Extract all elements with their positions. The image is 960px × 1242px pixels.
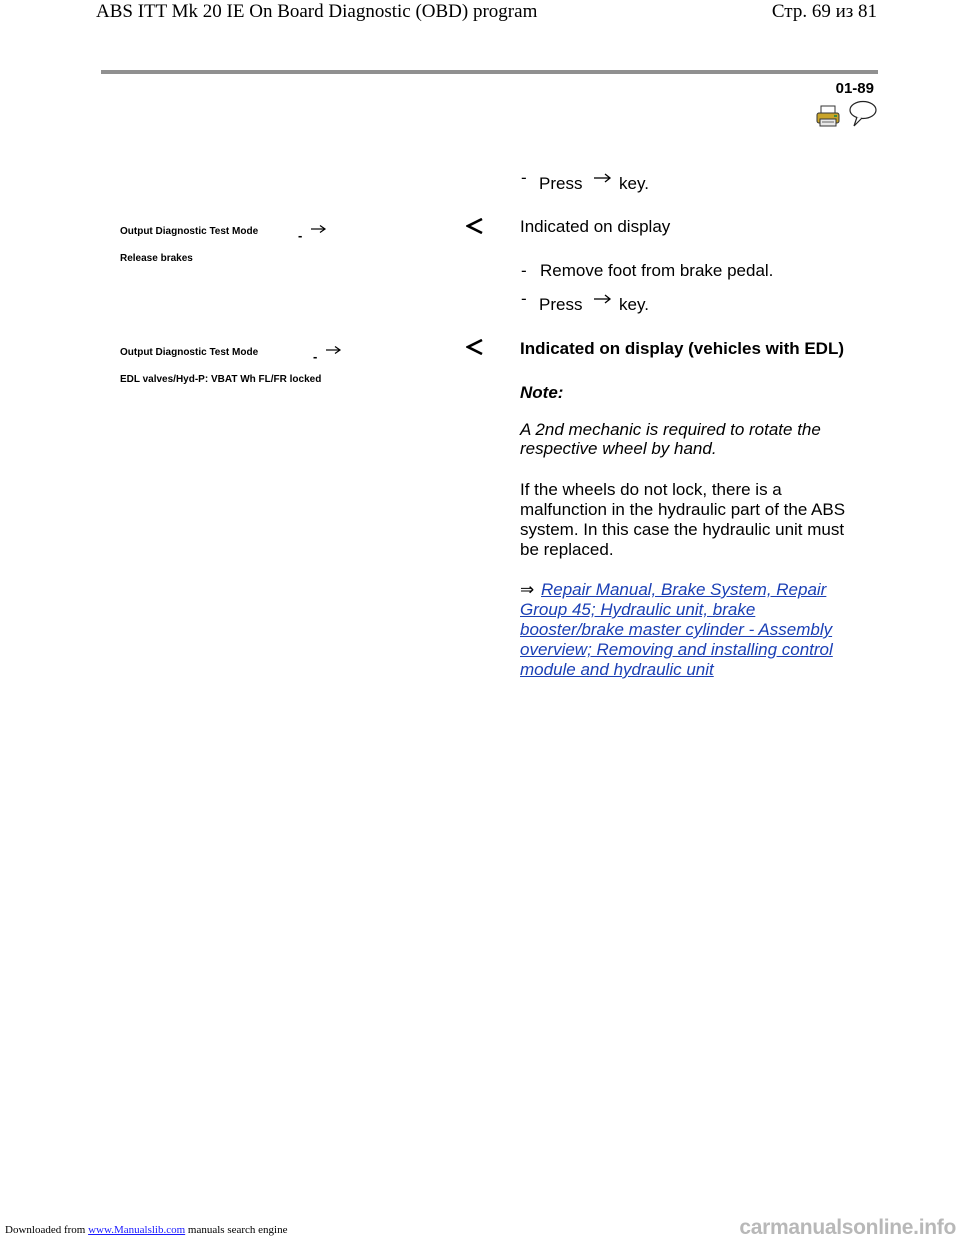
right-arrow-icon — [325, 345, 343, 355]
repair-manual-link[interactable]: Group 45; Hydraulic unit, brake — [520, 600, 756, 619]
step-dash: - — [521, 289, 527, 308]
display-line-1: Output Diagnostic Test Mode — [120, 226, 259, 237]
reference-arrow: ⇒ — [520, 580, 535, 599]
display-dash: - — [298, 228, 303, 243]
display-line-2: Release brakes — [120, 253, 193, 264]
right-arrow-icon — [593, 172, 613, 184]
paragraph-line: malfunction in the hydraulic part of the ABS — [520, 500, 846, 519]
paragraph-line: system. In this case the hydraulic unit must — [520, 520, 845, 539]
step-dash: - — [521, 168, 527, 187]
display-line-1: Output Diagnostic Test Mode — [120, 347, 259, 358]
note-text-line: A 2nd mechanic is required to rotate the — [520, 420, 821, 439]
document-title: ABS ITT Mk 20 IE On Board Diagnostic (OBD) program — [96, 1, 538, 22]
footer-tagline: manuals search engine — [187, 1224, 288, 1236]
repair-manual-link[interactable]: Repair Manual, Brake System, Repair — [541, 580, 827, 599]
note-label: Note: — [520, 383, 564, 402]
manualslib-link[interactable]: www.Manualslib.com — [88, 1224, 186, 1236]
repair-manual-link[interactable]: overview; Removing and installing control — [520, 640, 833, 659]
page-indicator: Стр. 69 из 81 — [771, 1, 877, 22]
repair-manual-link[interactable]: module and hydraulic unit — [520, 660, 714, 679]
printer-icon[interactable] — [815, 104, 841, 133]
note-text-line: respective wheel by hand. — [520, 439, 717, 458]
indicated-on-display-edl: Indicated on display (vehicles with EDL) — [520, 339, 845, 358]
header-rule — [101, 70, 878, 74]
page-number: 01-89 — [835, 80, 874, 97]
indicated-on-display: Indicated on display — [520, 217, 671, 236]
paragraph-line: If the wheels do not lock, there is a — [520, 480, 782, 499]
step-remove-foot: Remove foot from brake pedal. — [540, 261, 774, 280]
display-dash: - — [313, 349, 318, 364]
watermark: carmanualsonline.info — [739, 1216, 956, 1239]
right-arrow-icon — [310, 224, 328, 234]
repair-manual-link[interactable]: booster/brake master cylinder - Assembly — [520, 620, 833, 639]
step-press-text: Press — [539, 295, 583, 314]
footer-download-note — [5, 1224, 287, 1236]
paragraph-line: be replaced. — [520, 540, 614, 559]
left-pointer-icon — [466, 339, 484, 360]
step-key-text: key. — [619, 295, 649, 314]
speech-bubble-icon[interactable] — [848, 100, 878, 133]
step-dash: - — [521, 261, 527, 280]
step-press-text: Press — [539, 174, 583, 193]
right-arrow-icon — [593, 293, 613, 305]
footer-downloaded-text: Downloaded from — [5, 1224, 86, 1236]
left-pointer-icon — [466, 218, 484, 239]
step-key-text: key. — [619, 174, 649, 193]
display-line-2: EDL valves/Hyd-P: VBAT Wh FL/FR locked — [120, 374, 322, 385]
